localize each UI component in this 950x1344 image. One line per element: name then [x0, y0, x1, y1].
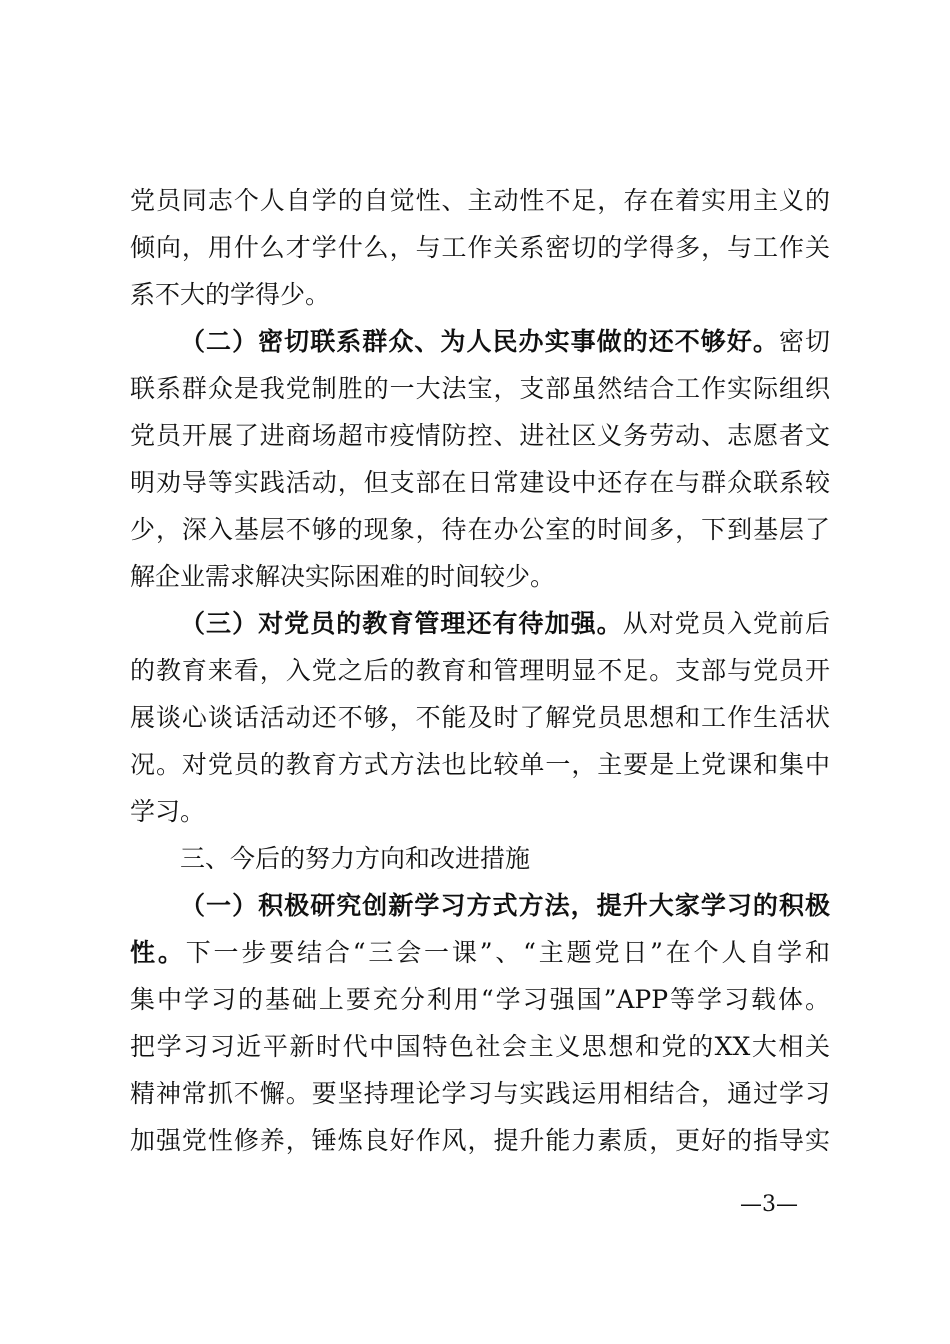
- paragraph-1-line-3: 系不大的学得少。: [130, 280, 331, 309]
- paragraph-3-line-1-rest: 从对党员入党前后: [622, 609, 830, 638]
- paragraph-4-line-3: 集中学习的基础上要充分利用“学习强国”APP等学习载体。: [130, 985, 830, 1014]
- paragraph-3-line-2: 的教育来看，入党之后的教育和管理明显不足。支部与党员开: [130, 656, 830, 685]
- paragraph-1-line-2: 倾向，用什么才学什么，与工作关系密切的学得多，与工作关: [130, 233, 830, 262]
- paragraph-4-lead: （一）积极研究创新学习方式方法，提升大家学习的积极: [180, 891, 830, 920]
- paragraph-3-line-3: 展谈心谈话活动还不够，不能及时了解党员思想和工作生活状: [130, 703, 830, 732]
- paragraph-1-line-1: 党员同志个人自学的自觉性、主动性不足，存在着实用主义的: [130, 186, 830, 215]
- paragraph-3-lead: （三）对党员的教育管理还有待加强。: [180, 609, 623, 638]
- paragraph-2-line-3: 党员开展了进商场超市疫情防控、进社区义务劳动、志愿者文: [130, 421, 830, 450]
- paragraph-2-line-5: 少，深入基层不够的现象，待在办公室的时间多，下到基层了: [130, 515, 830, 544]
- paragraph-2-line-6: 解企业需求解决实际困难的时间较少。: [130, 562, 556, 591]
- section-heading: 三、今后的努力方向和改进措施: [180, 844, 531, 873]
- paragraph-4-line-2: [130, 933, 830, 973]
- paragraph-3-line-4: 况。对党员的教育方式方法也比较单一，主要是上党课和集中: [130, 750, 830, 779]
- paragraph-4-lead-end: 性。: [130, 938, 186, 967]
- paragraph-2-line-4: 明劝导等实践活动，但支部在日常建设中还存在与群众联系较: [130, 468, 830, 497]
- paragraph-3-line-5: 学习。: [130, 797, 206, 826]
- paragraph-3-line-1: [180, 604, 830, 644]
- page-number: —3—: [740, 1192, 798, 1217]
- paragraph-2-lead: （二）密切联系群众、为人民办实事做的还不够好。: [180, 327, 779, 356]
- paragraph-4-line-1: [180, 886, 830, 926]
- paragraph-2-line-1: [180, 322, 830, 362]
- paragraph-4-line-4: 把学习习近平新时代中国特色社会主义思想和党的XX大相关: [130, 1032, 830, 1061]
- paragraph-4-line-2-rest: 下一步要结合“三会一课”、“主题党日”在个人自学和: [185, 938, 830, 967]
- paragraph-2-line-1-rest: 密切: [778, 327, 830, 356]
- paragraph-4-line-5: 精神常抓不懈。要坚持理论学习与实践运用相结合，通过学习: [130, 1079, 830, 1108]
- paragraph-2-line-2: 联系群众是我党制胜的一大法宝，支部虽然结合工作实际组织: [130, 374, 830, 403]
- paragraph-4-line-6: 加强党性修养，锤炼良好作风，提升能力素质，更好的指导实: [130, 1126, 830, 1155]
